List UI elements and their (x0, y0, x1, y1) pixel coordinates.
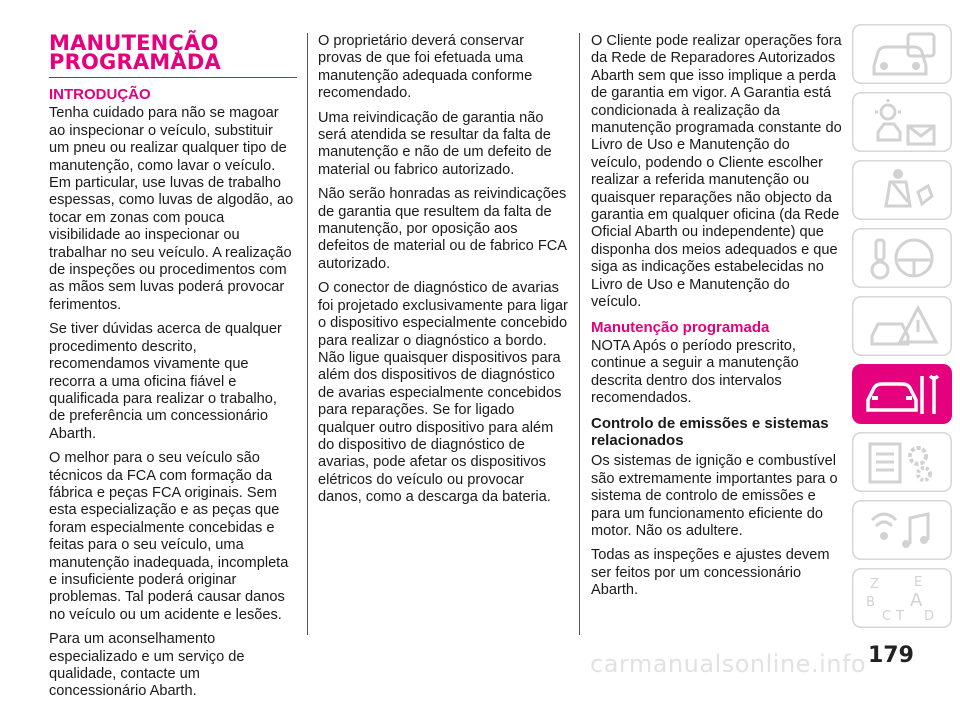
tab-emergency[interactable] (852, 296, 952, 356)
alphabetical-index-icon (862, 574, 942, 624)
column-3 (591, 33, 843, 607)
emergency-triangle-icon (862, 302, 942, 352)
watermark: carmanualsonline.info (590, 650, 867, 678)
lights-warning-icon (862, 98, 942, 148)
section-heading-emissoes: Controlo de emissões e sistemas relacionados (591, 414, 829, 449)
column-divider (307, 33, 308, 635)
seatbelt-airbag-icon (862, 166, 942, 216)
paragraph: O melhor para o seu veículo são técnicos da FCA com formação da fábrica e peças FCA originais. Sem esta especialização e as peças que foram especialmente concebidas e feitas para o seu veículo, uma manutenção inadequada, incompleta e insuficiente poderá originar problemas. Tal poderá causar danos no veículo ou um acidente e lesões. (49, 450, 289, 623)
index-letter: C (882, 609, 892, 624)
paragraph: Não serão honradas as reivindicações de garantia que resultem da falta de manutenção, por oposição aos defeitos de material ou de fabrico FCA autorizado. (318, 186, 567, 272)
index-letter: Z (870, 577, 879, 592)
multimedia-icon (862, 506, 942, 556)
tab-lights[interactable] (852, 92, 952, 152)
index-letter: B (866, 595, 875, 610)
section-heading-manutencao: Manutenção programada (591, 318, 770, 336)
index-letter: T (896, 609, 904, 624)
page-number: 179 (868, 643, 914, 668)
key-steering-icon (862, 234, 942, 284)
column-divider (579, 33, 580, 635)
paragraph: O conector de diagnóstico de avarias foi projetado exclusivamente para ligar o dispositivo especialmente concebido para realizar o diagnóstico a bordo. Não ligue quaisquer dispositivos para além dos dispositivos de diagnóstico de avarias especialmente concebidos para reparações. Se for ligado qualquer outro dispositivo para além do dispositivo de diagnóstico de avarias, pode afetar os dispositivos elétricos do veículo ou provocar danos, como a descarga da bateria. (318, 280, 568, 506)
section-heading-introducao: INTRODUÇÃO (49, 86, 151, 103)
paragraph-note: NOTA Após o período prescrito, continue a seguir a manutenção descrita dentro dos intervalos recomendados. (591, 337, 799, 407)
paragraph: Os sistemas de ignição e combustível são extremamente importantes para o sistema de controlo de emissões e para um funcionamento eficiente do motor. Não os adultere. (591, 453, 838, 539)
index-letter: A (910, 590, 923, 611)
title-underline (49, 77, 297, 78)
paragraph: Para um aconselhamento especializado e um serviço de qualidade, contacte um concessionário Abarth. (49, 631, 245, 700)
page-title: MANUTENÇÃO PROGRAMADA (49, 31, 221, 74)
car-dashboard-icon (862, 30, 942, 80)
tab-dashboard[interactable] (852, 24, 952, 84)
specs-gears-icon (862, 438, 942, 488)
car-wrench-icon (862, 370, 942, 420)
column-1 (49, 31, 297, 708)
index-letter: E (914, 575, 923, 590)
tab-maintenance[interactable] (852, 364, 952, 424)
paragraph: Todas as inspeções e ajustes devem ser feitos por um concessionário Abarth. (591, 547, 830, 599)
tab-multimedia[interactable] (852, 500, 952, 560)
index-letter: D (924, 609, 935, 624)
paragraph: O proprietário deverá conservar provas de que foi efetuada uma manutenção adequada conforme recomendado. (318, 33, 533, 102)
tab-starting-driving[interactable] (852, 228, 952, 288)
tab-index[interactable] (852, 568, 952, 628)
paragraph: Se tiver dúvidas acerca de qualquer procedimento descrito, recomendamos vivamente que recorra a uma oficina fiável e qualificada para realizar o trabalho, de preferência um concessionário Abarth. (49, 321, 282, 442)
paragraph: Uma reivindicação de garantia não será atendida se resultar da falta de manutenção e não de um defeito de material ou fabrico autorizado. (318, 109, 552, 178)
column-2 (318, 33, 568, 514)
tab-safety[interactable] (852, 160, 952, 220)
paragraph: O Cliente pode realizar operações fora da Rede de Reparadores Autorizados Abarth sem que isso implique a perda de garantia em vigor. A Garantia está condicionada à realização da manutenção programada constante do Livro de Uso e Manutenção do veículo, podendo o Cliente escolher realizar a referida manutenção ou quaisquer reparações não objecto da garantia em qualquer oficina (da Rede Oficial Abarth ou independente) que disponha dos meios adequados e que siga as indicações estabelecidas no Livro de Uso e Manutenção do veículo. (591, 33, 842, 311)
tab-technical-data[interactable] (852, 432, 952, 492)
paragraph: Tenha cuidado para não se magoar ao inspecionar o veículo, substituir um pneu ou realizar qualquer tipo de manutenção, como lavar o veículo. Em particular, use luvas de trabalho espessas, como luvas de algodão, ao tocar em zonas com pouca visibilidade ao inspecionar ou trabalhar no seu veículo. A realização de inspeções ou procedimentos com as mãos sem luvas poderá provocar ferimentos. (49, 105, 294, 313)
